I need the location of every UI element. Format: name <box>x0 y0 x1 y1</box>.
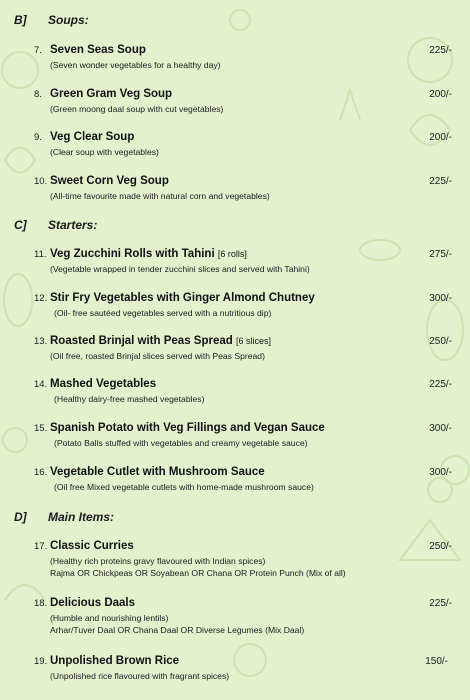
item-name <box>50 44 146 56</box>
item-description: (Seven wonder vegetables for a healthy day) <box>50 60 221 70</box>
item-name-text: Unpolished Brown Rice <box>50 655 180 667</box>
item-price: 225/- <box>429 598 452 609</box>
item-description: (Oil- free sautéed vegetables served with a nutritious dip) <box>54 308 272 318</box>
section-heading-main-items <box>14 510 114 524</box>
item-price: 225/- <box>429 45 452 56</box>
item-options: Rajma OR Chickpeas OR Soyabean OR Chana OR Protein Punch (Mix of all) <box>50 568 346 578</box>
section-heading-starters <box>14 218 97 232</box>
item-price: 225/- <box>429 176 452 187</box>
item-name-text: Veg Zucchini Rolls with Tahini <box>50 248 215 260</box>
item-name-text: Green Gram Veg Soup <box>50 88 173 100</box>
item-number: 11. <box>34 249 47 260</box>
item-price: 250/- <box>429 541 452 552</box>
item-number: 14. <box>34 379 48 390</box>
item-name <box>50 540 134 552</box>
item-name <box>50 88 172 100</box>
item-name <box>50 175 169 187</box>
item-name-text: Roasted Brinjal with Peas Spread <box>50 335 233 347</box>
item-price: 275/- <box>429 249 452 260</box>
item-number: 10. <box>34 176 48 187</box>
item-number: 12. <box>34 293 48 304</box>
item-name-text: Delicious Daals <box>50 597 136 609</box>
item-portion-note: [6 slices] <box>235 336 271 346</box>
item-number: 18. <box>34 598 48 609</box>
item-name <box>50 466 265 478</box>
item-description: (All-time favourite made with natural corn and vegetables) <box>50 191 270 201</box>
item-portion-note: [6 rolls] <box>217 249 247 259</box>
item-name-text: Sweet Corn Veg Soup <box>50 175 169 187</box>
section-letter: C] <box>14 218 27 232</box>
item-name <box>50 248 247 260</box>
item-options: Arhar/Tuver Daal OR Chana Daal OR Diverse Legumes (Mix Daal) <box>50 625 305 635</box>
item-price: 225/- <box>429 379 452 390</box>
item-price: 300/- <box>429 423 452 434</box>
item-price: 200/- <box>429 89 452 100</box>
item-description: (Green moong daal soup with cut vegetables) <box>50 104 224 114</box>
item-number: 8. <box>34 89 42 100</box>
item-name-text: Mashed Vegetables <box>50 378 157 390</box>
item-description: (Healthy rich proteins gravy flavoured with Indian spices) <box>50 556 266 566</box>
item-description: (Healthy dairy-free mashed vegetables) <box>54 394 205 404</box>
item-number: 19. <box>34 656 48 667</box>
item-number: 13. <box>34 336 48 347</box>
item-name <box>50 335 271 347</box>
item-number: 9. <box>34 132 42 143</box>
item-name-text: Stir Fry Vegetables with Ginger Almond Chutney <box>50 292 315 304</box>
item-name <box>50 292 315 304</box>
item-description: (Vegetable wrapped in tender zucchini slices and served with Tahini) <box>50 264 310 274</box>
item-price: 200/- <box>429 132 452 143</box>
section-title: Starters: <box>48 218 98 232</box>
item-name <box>50 655 179 667</box>
item-description: (Potato Balls stuffed with vegetables and creamy vegetable sauce) <box>54 438 308 448</box>
item-number: 7. <box>34 45 42 56</box>
item-name-text: Spanish Potato with Veg Fillings and Vegan Sauce <box>50 422 325 434</box>
item-description: (Oil free, roasted Brinjal slices served with Peas Spread) <box>50 351 265 361</box>
item-name-text: Veg Clear Soup <box>50 131 135 143</box>
section-title: Main Items: <box>48 510 115 524</box>
section-letter: B] <box>14 13 27 27</box>
item-description: (Clear soup with vegetables) <box>50 147 159 157</box>
item-number: 16. <box>34 467 48 478</box>
item-description: (Unpolished rice flavoured with fragrant spices) <box>50 671 230 681</box>
item-name <box>50 378 156 390</box>
item-number: 17. <box>34 541 48 552</box>
item-name-text: Classic Curries <box>50 540 134 552</box>
item-name <box>50 422 325 434</box>
item-price: 300/- <box>429 293 452 304</box>
section-heading-soups <box>14 13 89 27</box>
item-price: 250/- <box>429 336 452 347</box>
section-title: Soups: <box>48 13 89 27</box>
item-name <box>50 131 134 143</box>
item-name-text: Vegetable Cutlet with Mushroom Sauce <box>50 466 265 478</box>
section-letter: D] <box>14 510 27 524</box>
item-description: (Humble and nourishing lentils) <box>50 613 169 623</box>
item-number: 15. <box>34 423 48 434</box>
item-name-text: Seven Seas Soup <box>50 44 146 56</box>
item-name <box>50 597 135 609</box>
item-price: 300/- <box>429 467 452 478</box>
item-description: (Oil free Mixed vegetable cutlets with home-made mushroom sauce) <box>54 482 314 492</box>
item-price: 150/- <box>425 656 448 667</box>
